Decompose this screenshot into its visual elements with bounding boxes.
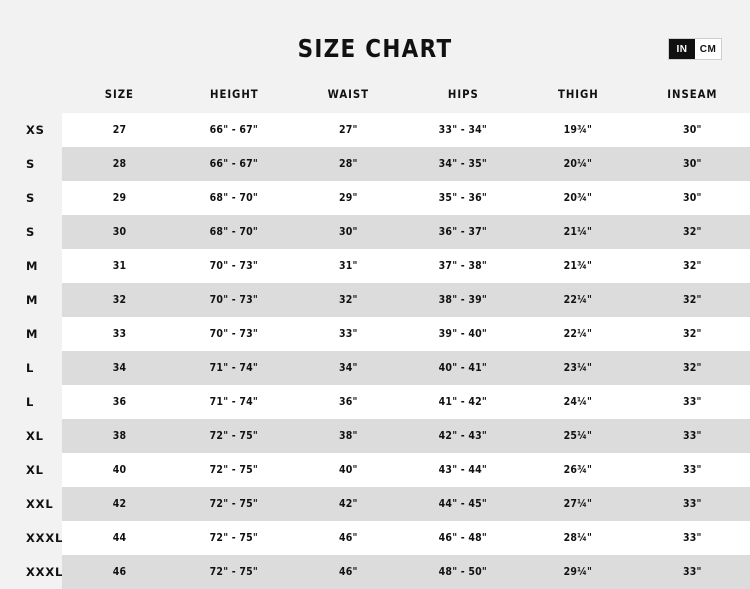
cell-hips: [406, 317, 521, 351]
cell-size-text: 29: [112, 192, 127, 204]
cell-hips: [406, 453, 521, 487]
cell-thigh-text: 19¾": [563, 124, 593, 136]
cell-height-text: 72" - 75": [209, 464, 259, 476]
table-header-row: [0, 79, 750, 113]
cell-hips-text: 41" - 42": [439, 396, 488, 408]
column-header-blank: [4, 79, 59, 113]
cell-hips: [406, 283, 521, 317]
table-row: [0, 487, 750, 521]
column-header-waist: WAIST: [327, 87, 370, 101]
cell-inseam: [635, 283, 750, 317]
row-label: XS: [0, 113, 62, 147]
cell-height: [177, 487, 292, 521]
cell-inseam: [635, 555, 750, 589]
cell-size: [62, 215, 177, 249]
cell-hips-text: 38" - 39": [439, 294, 488, 306]
cell-inseam: [635, 215, 750, 249]
cell-inseam-text: 32": [683, 226, 702, 238]
row-label: M: [0, 283, 62, 317]
cell-size-text: 32: [112, 294, 127, 306]
cell-waist-text: 29": [339, 192, 358, 204]
cell-height-text: 71" - 74": [209, 396, 259, 408]
row-label: XL: [0, 419, 62, 453]
cell-inseam-text: 32": [683, 294, 702, 306]
cell-thigh-text: 20¼": [563, 158, 593, 170]
cell-hips: [406, 385, 521, 419]
cell-hips: [406, 113, 521, 147]
cell-thigh: [521, 453, 636, 487]
cell-size-text: 34: [112, 362, 127, 374]
cell-inseam-text: 33": [683, 396, 702, 408]
table-row: [0, 283, 750, 317]
row-label: M: [0, 249, 62, 283]
row-label: S: [0, 215, 62, 249]
cell-hips: [406, 487, 521, 521]
column-header-height: HEIGHT: [209, 87, 259, 101]
cell-size-text: 38: [112, 430, 127, 442]
cell-waist-text: 34": [339, 362, 358, 374]
cell-waist: [291, 113, 406, 147]
cell-height: [177, 351, 292, 385]
cell-size-text: 27: [112, 124, 127, 136]
cell-waist: [291, 317, 406, 351]
cell-thigh-text: 21¾": [563, 260, 593, 272]
table-row: [0, 521, 750, 555]
cell-thigh: [521, 249, 636, 283]
cell-thigh-text: 22¼": [563, 328, 593, 340]
cell-inseam-text: 32": [683, 362, 702, 374]
page-title: SIZE CHART: [297, 34, 453, 63]
cell-hips-text: 35" - 36": [439, 192, 488, 204]
cell-thigh-text: 20¾": [563, 192, 593, 204]
table-row: [0, 249, 750, 283]
cell-waist: [291, 215, 406, 249]
cell-thigh-text: 28¼": [563, 532, 593, 544]
cell-inseam-text: 33": [683, 464, 702, 476]
table-body: [0, 113, 750, 589]
cell-inseam-text: 33": [683, 498, 702, 510]
cell-thigh: [521, 181, 636, 215]
cell-height-text: 70" - 73": [209, 294, 259, 306]
cell-waist-text: 28": [339, 158, 358, 170]
cell-hips: [406, 147, 521, 181]
cell-size-text: 31: [112, 260, 127, 272]
cell-inseam: [635, 453, 750, 487]
cell-inseam: [635, 521, 750, 555]
unit-option-inches[interactable]: IN: [669, 39, 695, 59]
cell-size: [62, 113, 177, 147]
cell-size-text: 28: [112, 158, 127, 170]
cell-waist-text: 42": [339, 498, 358, 510]
cell-height: [177, 181, 292, 215]
cell-inseam: [635, 317, 750, 351]
cell-thigh: [521, 351, 636, 385]
cell-height: [177, 385, 292, 419]
cell-inseam: [635, 113, 750, 147]
row-label: L: [0, 351, 62, 385]
cell-height-text: 70" - 73": [209, 260, 259, 272]
cell-waist: [291, 249, 406, 283]
cell-height-text: 72" - 75": [209, 430, 259, 442]
cell-size: [62, 419, 177, 453]
table-row: [0, 317, 750, 351]
table-header: [0, 79, 750, 113]
cell-height: [177, 453, 292, 487]
cell-thigh: [521, 419, 636, 453]
cell-height: [177, 521, 292, 555]
cell-inseam-text: 30": [683, 158, 702, 170]
cell-hips: [406, 249, 521, 283]
table-row: [0, 385, 750, 419]
cell-hips-text: 39" - 40": [439, 328, 488, 340]
cell-height-text: 66" - 67": [209, 158, 259, 170]
table-row: [0, 555, 750, 589]
cell-height: [177, 113, 292, 147]
cell-size-text: 46: [112, 566, 127, 578]
cell-waist-text: 32": [339, 294, 358, 306]
cell-size-text: 44: [112, 532, 127, 544]
cell-inseam-text: 30": [683, 192, 702, 204]
row-label: XXXL: [0, 555, 62, 589]
cell-hips-text: 48" - 50": [439, 566, 488, 578]
cell-size: [62, 555, 177, 589]
cell-thigh-text: 27¼": [563, 498, 593, 510]
cell-height-text: 72" - 75": [209, 566, 259, 578]
table-row: [0, 351, 750, 385]
row-label: XXL: [0, 487, 62, 521]
cell-height-text: 72" - 75": [209, 532, 259, 544]
table-row: [0, 453, 750, 487]
cell-thigh-text: 25¼": [563, 430, 593, 442]
cell-waist-text: 46": [339, 532, 358, 544]
cell-thigh: [521, 283, 636, 317]
cell-waist-text: 46": [339, 566, 358, 578]
cell-waist: [291, 453, 406, 487]
cell-thigh: [521, 215, 636, 249]
unit-option-centimeters[interactable]: CM: [695, 39, 721, 59]
unit-toggle[interactable]: [668, 38, 722, 60]
cell-height-text: 72" - 75": [209, 498, 259, 510]
cell-waist-text: 40": [339, 464, 358, 476]
cell-inseam-text: 33": [683, 430, 702, 442]
cell-hips-text: 43" - 44": [439, 464, 488, 476]
cell-hips: [406, 351, 521, 385]
cell-hips: [406, 181, 521, 215]
cell-thigh-text: 22¼": [563, 294, 593, 306]
row-label: S: [0, 181, 62, 215]
cell-waist-text: 36": [339, 396, 358, 408]
table-row: [0, 181, 750, 215]
cell-thigh-text: 26¾": [563, 464, 593, 476]
cell-hips-text: 42" - 43": [439, 430, 488, 442]
cell-waist: [291, 351, 406, 385]
column-header-thigh: THIGH: [557, 87, 599, 101]
cell-size: [62, 283, 177, 317]
cell-size-text: 33: [112, 328, 127, 340]
cell-hips-text: 44" - 45": [439, 498, 488, 510]
cell-hips: [406, 419, 521, 453]
cell-waist-text: 33": [339, 328, 358, 340]
cell-size: [62, 317, 177, 351]
cell-thigh: [521, 317, 636, 351]
cell-waist: [291, 385, 406, 419]
cell-size: [62, 249, 177, 283]
cell-hips: [406, 521, 521, 555]
row-label: XXXL: [0, 521, 62, 555]
cell-thigh-text: 29¼": [563, 566, 593, 578]
cell-inseam: [635, 147, 750, 181]
cell-hips-text: 33" - 34": [439, 124, 488, 136]
cell-size: [62, 147, 177, 181]
table-row: [0, 147, 750, 181]
cell-inseam: [635, 249, 750, 283]
cell-hips-text: 37" - 38": [439, 260, 488, 272]
cell-size: [62, 487, 177, 521]
cell-hips-text: 36" - 37": [439, 226, 488, 238]
cell-waist: [291, 487, 406, 521]
cell-waist-text: 31": [339, 260, 358, 272]
column-header-inseam: INSEAM: [667, 87, 718, 101]
cell-hips: [406, 215, 521, 249]
column-header-hips: HIPS: [447, 87, 479, 101]
size-chart-table: [0, 79, 750, 589]
cell-height: [177, 317, 292, 351]
table-row: [0, 419, 750, 453]
cell-height-text: 70" - 73": [209, 328, 259, 340]
cell-size: [62, 351, 177, 385]
cell-waist: [291, 521, 406, 555]
cell-size: [62, 181, 177, 215]
cell-size-text: 36: [112, 396, 127, 408]
cell-height: [177, 419, 292, 453]
cell-thigh: [521, 555, 636, 589]
column-header-size: SIZE: [104, 87, 134, 101]
cell-inseam: [635, 385, 750, 419]
cell-waist: [291, 181, 406, 215]
row-label: L: [0, 385, 62, 419]
table-row: [0, 113, 750, 147]
cell-waist: [291, 419, 406, 453]
cell-thigh: [521, 113, 636, 147]
cell-inseam-text: 32": [683, 328, 702, 340]
cell-height: [177, 147, 292, 181]
cell-size: [62, 453, 177, 487]
cell-hips-text: 46" - 48": [439, 532, 488, 544]
row-label: M: [0, 317, 62, 351]
cell-size-text: 30: [112, 226, 127, 238]
cell-inseam-text: 33": [683, 566, 702, 578]
cell-height-text: 66" - 67": [209, 124, 259, 136]
cell-height-text: 71" - 74": [209, 362, 259, 374]
cell-hips-text: 40" - 41": [439, 362, 488, 374]
cell-thigh-text: 23¼": [563, 362, 593, 374]
cell-inseam: [635, 487, 750, 521]
cell-thigh-text: 21¼": [563, 226, 593, 238]
cell-height: [177, 283, 292, 317]
cell-size-text: 40: [112, 464, 127, 476]
cell-height: [177, 215, 292, 249]
cell-size: [62, 385, 177, 419]
cell-waist-text: 30": [339, 226, 358, 238]
cell-height: [177, 555, 292, 589]
cell-height-text: 68" - 70": [209, 192, 259, 204]
cell-waist: [291, 283, 406, 317]
cell-thigh: [521, 147, 636, 181]
cell-waist: [291, 555, 406, 589]
cell-thigh: [521, 385, 636, 419]
row-label: XL: [0, 453, 62, 487]
table-row: [0, 215, 750, 249]
cell-inseam-text: 30": [683, 124, 702, 136]
cell-inseam-text: 33": [683, 532, 702, 544]
cell-waist: [291, 147, 406, 181]
cell-inseam: [635, 419, 750, 453]
cell-height: [177, 249, 292, 283]
cell-thigh: [521, 487, 636, 521]
cell-inseam-text: 32": [683, 260, 702, 272]
cell-size: [62, 521, 177, 555]
cell-size-text: 42: [112, 498, 127, 510]
cell-waist-text: 27": [339, 124, 358, 136]
cell-inseam: [635, 351, 750, 385]
row-label: S: [0, 147, 62, 181]
cell-thigh-text: 24¼": [563, 396, 593, 408]
cell-inseam: [635, 181, 750, 215]
cell-waist-text: 38": [339, 430, 358, 442]
cell-thigh: [521, 521, 636, 555]
cell-hips-text: 34" - 35": [439, 158, 488, 170]
cell-height-text: 68" - 70": [209, 226, 259, 238]
cell-hips: [406, 555, 521, 589]
